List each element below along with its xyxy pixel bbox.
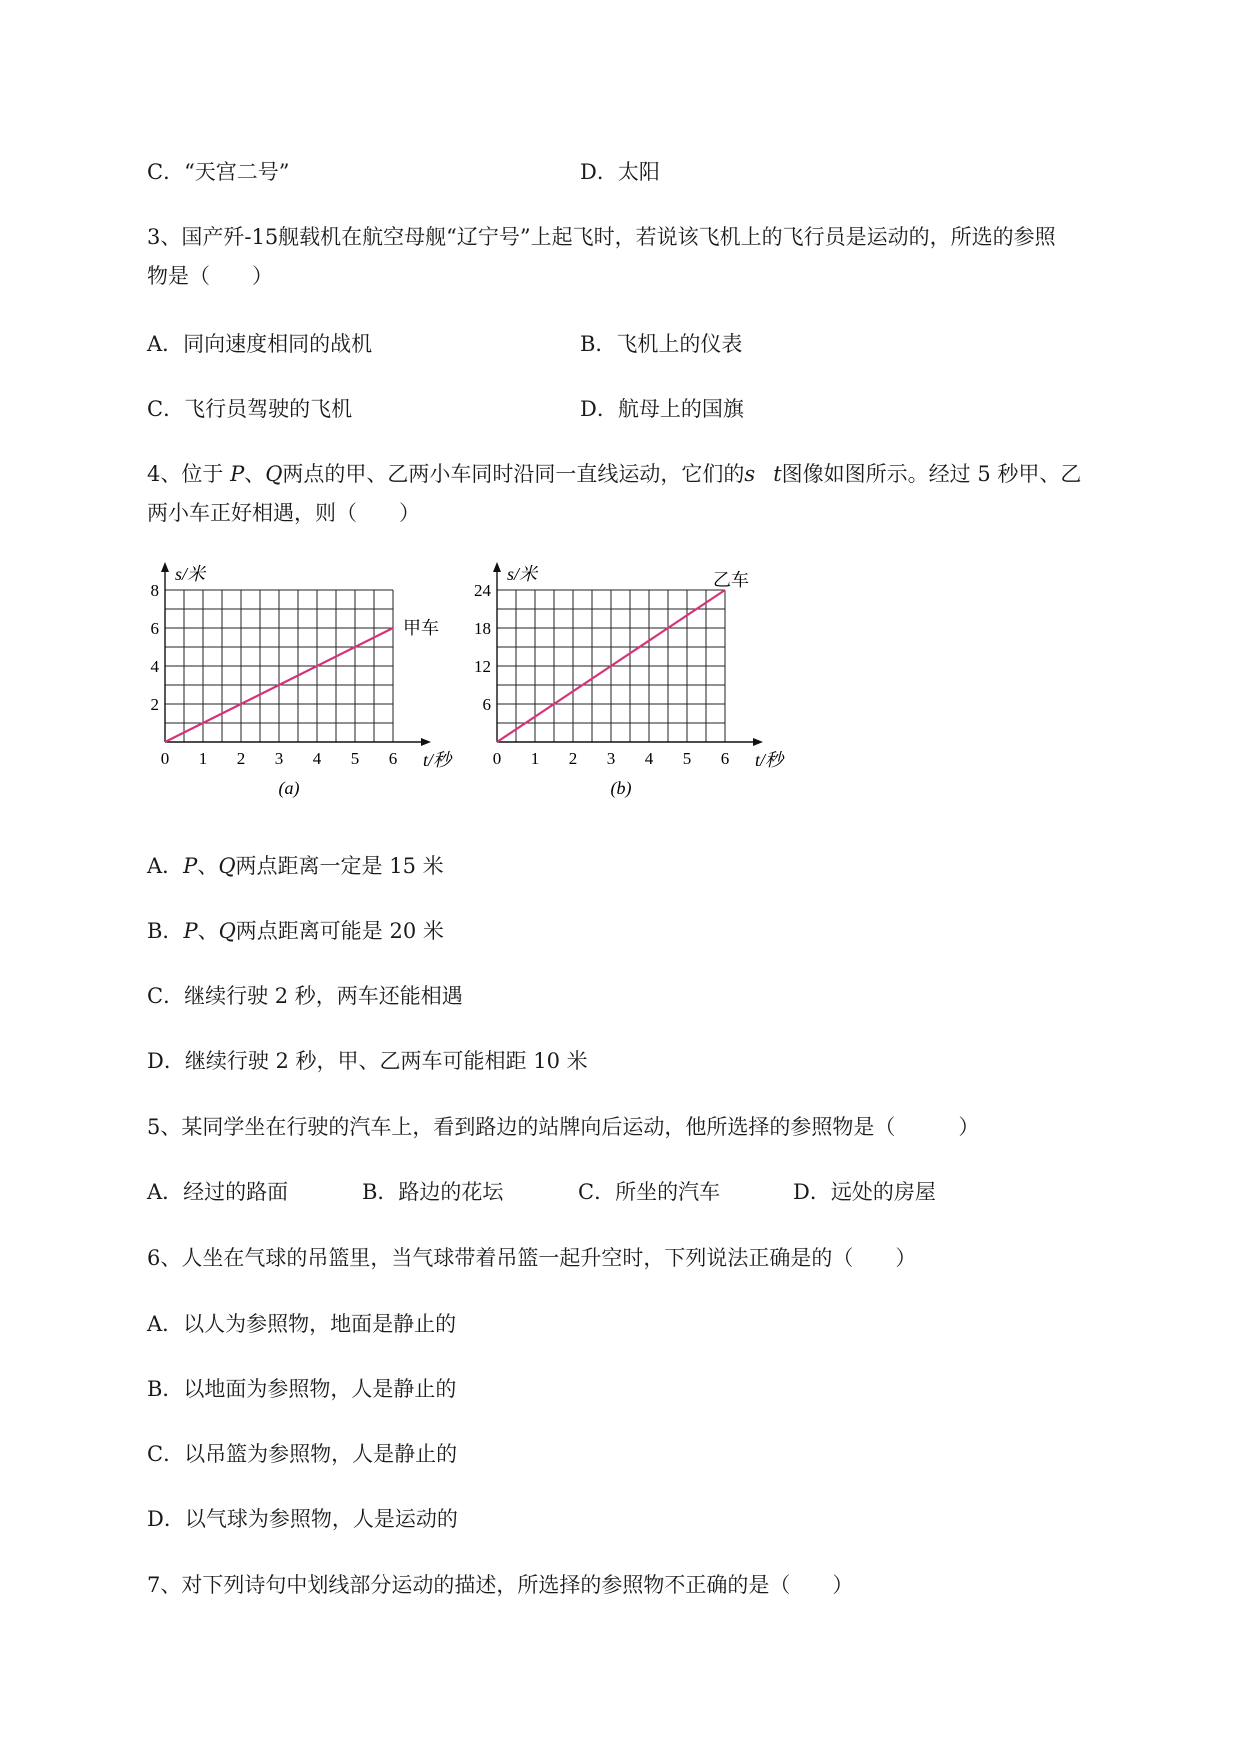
q4-option-b-text: 两点距离可能是 20 米 <box>235 919 444 943</box>
chart-b-y-axis-arrow <box>493 562 501 572</box>
q4-option-a-p: P <box>183 854 198 878</box>
chart-b-x-tick-label: 0 <box>492 749 502 768</box>
q6-option-b: B．以地面为参照物，人是静止的 <box>147 1377 457 1401</box>
chart-a-y-tick-label: 8 <box>150 581 159 600</box>
q3-option-c: C．飞行员驾驶的飞机 <box>147 397 353 421</box>
chart-a-x-tick-label: 4 <box>312 749 322 768</box>
q6-option-a: A．以人为参照物，地面是静止的 <box>147 1312 457 1336</box>
q4-var-s: s <box>744 462 756 486</box>
q4-point-p: P <box>230 462 245 486</box>
chart-b-x-tick-label: 6 <box>720 749 730 768</box>
q3-option-d: D．航母上的国旗 <box>580 397 744 421</box>
q5-option-b: B．路边的花坛 <box>362 1180 504 1204</box>
chart-b-y-tick-label: 6 <box>482 695 491 714</box>
q2-option-d: D．太阳 <box>580 160 660 184</box>
q4-point-q: Q <box>265 462 283 486</box>
chart-a-x-tick-label: 3 <box>274 749 284 768</box>
chart-b-x-tick-label: 2 <box>568 749 578 768</box>
chart-a-x-tick-label: 2 <box>236 749 246 768</box>
q4-stem-part1: 4、位于 <box>147 462 224 486</box>
q5-option-a: A．经过的路面 <box>147 1180 289 1204</box>
chart-b-y-axis-label: s/米 <box>507 564 538 584</box>
q5-stem: 5、某同学坐在行驶的汽车上，看到路边的站牌向后运动，他所选择的参照物是（ ） <box>147 1115 980 1139</box>
q4-option-b <box>147 917 444 945</box>
q4-option-b-p: P <box>183 919 198 943</box>
chart-b-series-label: 乙车 <box>713 570 749 590</box>
q4-option-b-q: Q <box>218 919 236 943</box>
q7-stem: 7、对下列诗句中划线部分运动的描述，所选择的参照物不正确的是（ ） <box>147 1573 854 1597</box>
chart-b-x-tick-label: 1 <box>530 749 540 768</box>
q4-figure <box>140 562 820 817</box>
q4-option-a-text: 两点距离一定是 15 米 <box>235 854 444 878</box>
q6-stem: 6、人坐在气球的吊篮里，当气球带着吊篮一起升空时，下列说法正确是的（ ） <box>147 1246 917 1270</box>
chart-a-y-tick-label: 2 <box>150 695 159 714</box>
q6-option-c: C．以吊篮为参照物，人是静止的 <box>147 1442 458 1466</box>
q3-stem-line1: 3、国产歼-15舰载机在航空母舰“辽宁号”上起飞时，若说该飞机上的飞行员是运动的，所选的参照 <box>147 225 1056 249</box>
q4-option-a-q: Q <box>218 854 236 878</box>
q4-option-b-sep: 、 <box>197 919 219 943</box>
q5-option-d: D．远处的房屋 <box>793 1180 936 1204</box>
q4-option-a <box>147 852 444 880</box>
chart-a-x-tick-label: 0 <box>160 749 170 768</box>
chart-a-caption: (a) <box>278 778 300 798</box>
q4-var-t: t <box>773 462 782 486</box>
q4-option-b-label: B． <box>147 919 184 943</box>
q3-stem-line2: 物是（ ） <box>147 264 273 288</box>
q3-option-a: A．同向速度相同的战机 <box>147 332 373 356</box>
q4-option-a-label: A． <box>147 854 184 878</box>
chart-a-x-axis-arrow <box>421 738 431 746</box>
q4-stem-part3: 图像如图所示。经过 5 秒甲、乙 <box>781 462 1082 486</box>
chart-a-y-axis-arrow <box>161 562 169 572</box>
chart-a-x-tick-label: 6 <box>388 749 398 768</box>
chart-b-y-tick-label: 12 <box>474 657 491 676</box>
q4-option-a-sep: 、 <box>197 854 219 878</box>
st-graphs <box>140 562 820 812</box>
q4-sep: 、 <box>244 462 266 486</box>
chart-a-x-tick-label: 5 <box>350 749 360 768</box>
chart-a-series-label: 甲车 <box>403 618 439 638</box>
q4-stem-line2: 两小车正好相遇，则（ ） <box>147 501 420 525</box>
q4-option-c: C．继续行驶 2 秒，两车还能相遇 <box>147 984 463 1008</box>
q5-option-c: C．所坐的汽车 <box>578 1180 721 1204</box>
q3-option-b: B．飞机上的仪表 <box>580 332 743 356</box>
chart-b-caption: (b) <box>610 778 632 798</box>
q4-option-d: D．继续行驶 2 秒，甲、乙两车可能相距 10 米 <box>147 1049 588 1073</box>
chart-a-y-axis-label: s/米 <box>175 564 206 584</box>
chart-b-x-tick-label: 4 <box>644 749 654 768</box>
chart-b-x-tick-label: 5 <box>682 749 692 768</box>
q4-stem-part2: 两点的甲、乙两小车同时沿同一直线运动，它们的 <box>282 462 745 486</box>
chart-a-y-tick-label: 4 <box>150 657 159 676</box>
q2-option-c: C．“天宫二号” <box>147 160 290 184</box>
chart-b-x-axis-label: t/秒 <box>755 750 784 770</box>
chart-a-x-axis-label: t/秒 <box>423 750 452 770</box>
q6-option-d: D．以气球为参照物，人是运动的 <box>147 1507 458 1531</box>
chart-b-y-tick-label: 18 <box>474 619 491 638</box>
chart-b-y-tick-label: 24 <box>474 581 491 600</box>
q4-stem-line1 <box>147 460 1081 488</box>
chart-a-y-tick-label: 6 <box>150 619 159 638</box>
chart-b-x-tick-label: 3 <box>606 749 616 768</box>
chart-a-x-tick-label: 1 <box>198 749 208 768</box>
chart-b-x-axis-arrow <box>753 738 763 746</box>
